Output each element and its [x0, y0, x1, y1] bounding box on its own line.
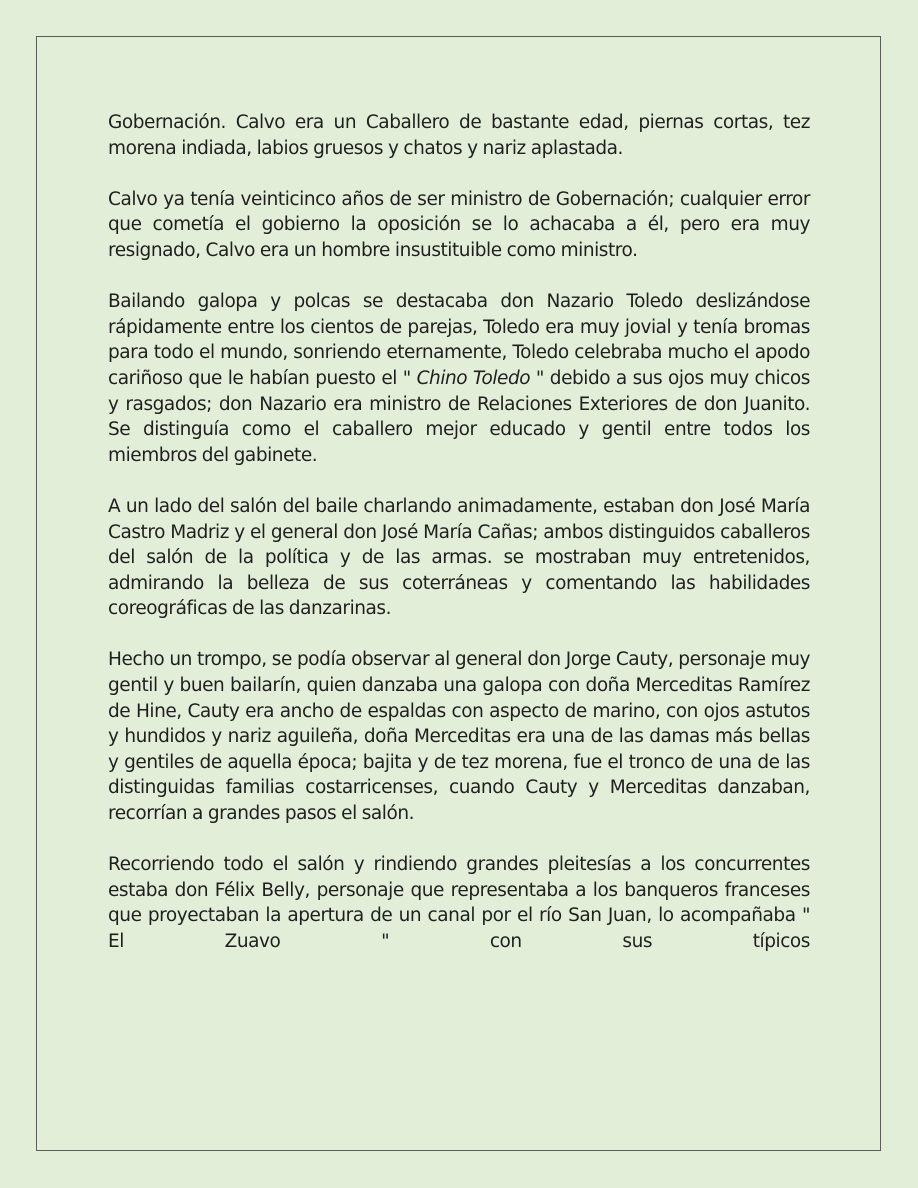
nickname-italic: Chino Toledo [416, 367, 531, 389]
document-body [108, 110, 810, 955]
paragraph-2: Calvo ya tenía veinticinco años de ser ministro de Gobernación; cualquier error que cometía el gobierno la oposición se lo achacaba a él, pero era muy resignado, Calvo era un hombre insustituible como ministro. [108, 188, 810, 261]
paragraph-5: Hecho un trompo, se podía observar al general don Jorge Cauty, personaje muy gentil y buen bailarín, quien danzaba una galopa con doña Merceditas Ramírez de Hine, Cauty era ancho de espaldas con aspecto de marino, con ojos astutos y hundidos y nariz aguileña, doña Merceditas era una de las damas más bellas y gentiles de aquella época; bajita y de tez morena, fue el tronco de una de las distinguidas familias costarricenses, cuando Cauty y Merceditas danzaban, recorrían a grandes pasos el salón. [108, 649, 810, 825]
paragraph-3-text-after: " debido a sus ojos muy chicos y rasgados; don Nazario era ministro de Relaciones Exteriores de don Juanito. Se distinguía como el caballero mejor educado y gentil entre todos los miembros del gabinete. [108, 367, 810, 466]
paragraph-1: Gobernación. Calvo era un Caballero de bastante edad, piernas cortas, tez morena indiada, labios gruesos y chatos y nariz aplastada. [108, 112, 810, 159]
paragraph-4: A un lado del salón del baile charlando animadamente, estaban don José María Castro Madriz y el general don José María Cañas; ambos distinguidos caballeros del salón de la política y de las armas. se mostraban muy entretenidos, admirando la belleza de sus coterráneas y comentando las habilidades coreográficas de las danzarinas. [108, 495, 810, 620]
paragraph-6: Recorriendo todo el salón y rindiendo grandes pleitesías a los concurrentes estaba don Félix Belly, personaje que representaba a los banqueros franceses que proyectaban la apertura de un canal por el río San Juan, lo acompañaba " El Zuavo " con sus típicos [108, 854, 810, 952]
paragraph-3-text-before: Bailando galopa y polcas se destacaba don Nazario Toledo deslizándose rápidamente entre los cientos de parejas, Toledo era muy jovial y tenía bromas para todo el mundo, sonriendo eternamente, Toledo celebraba mucho el apodo cariñoso que le habían puesto el " [108, 291, 810, 389]
paragraph-3 [108, 289, 810, 468]
